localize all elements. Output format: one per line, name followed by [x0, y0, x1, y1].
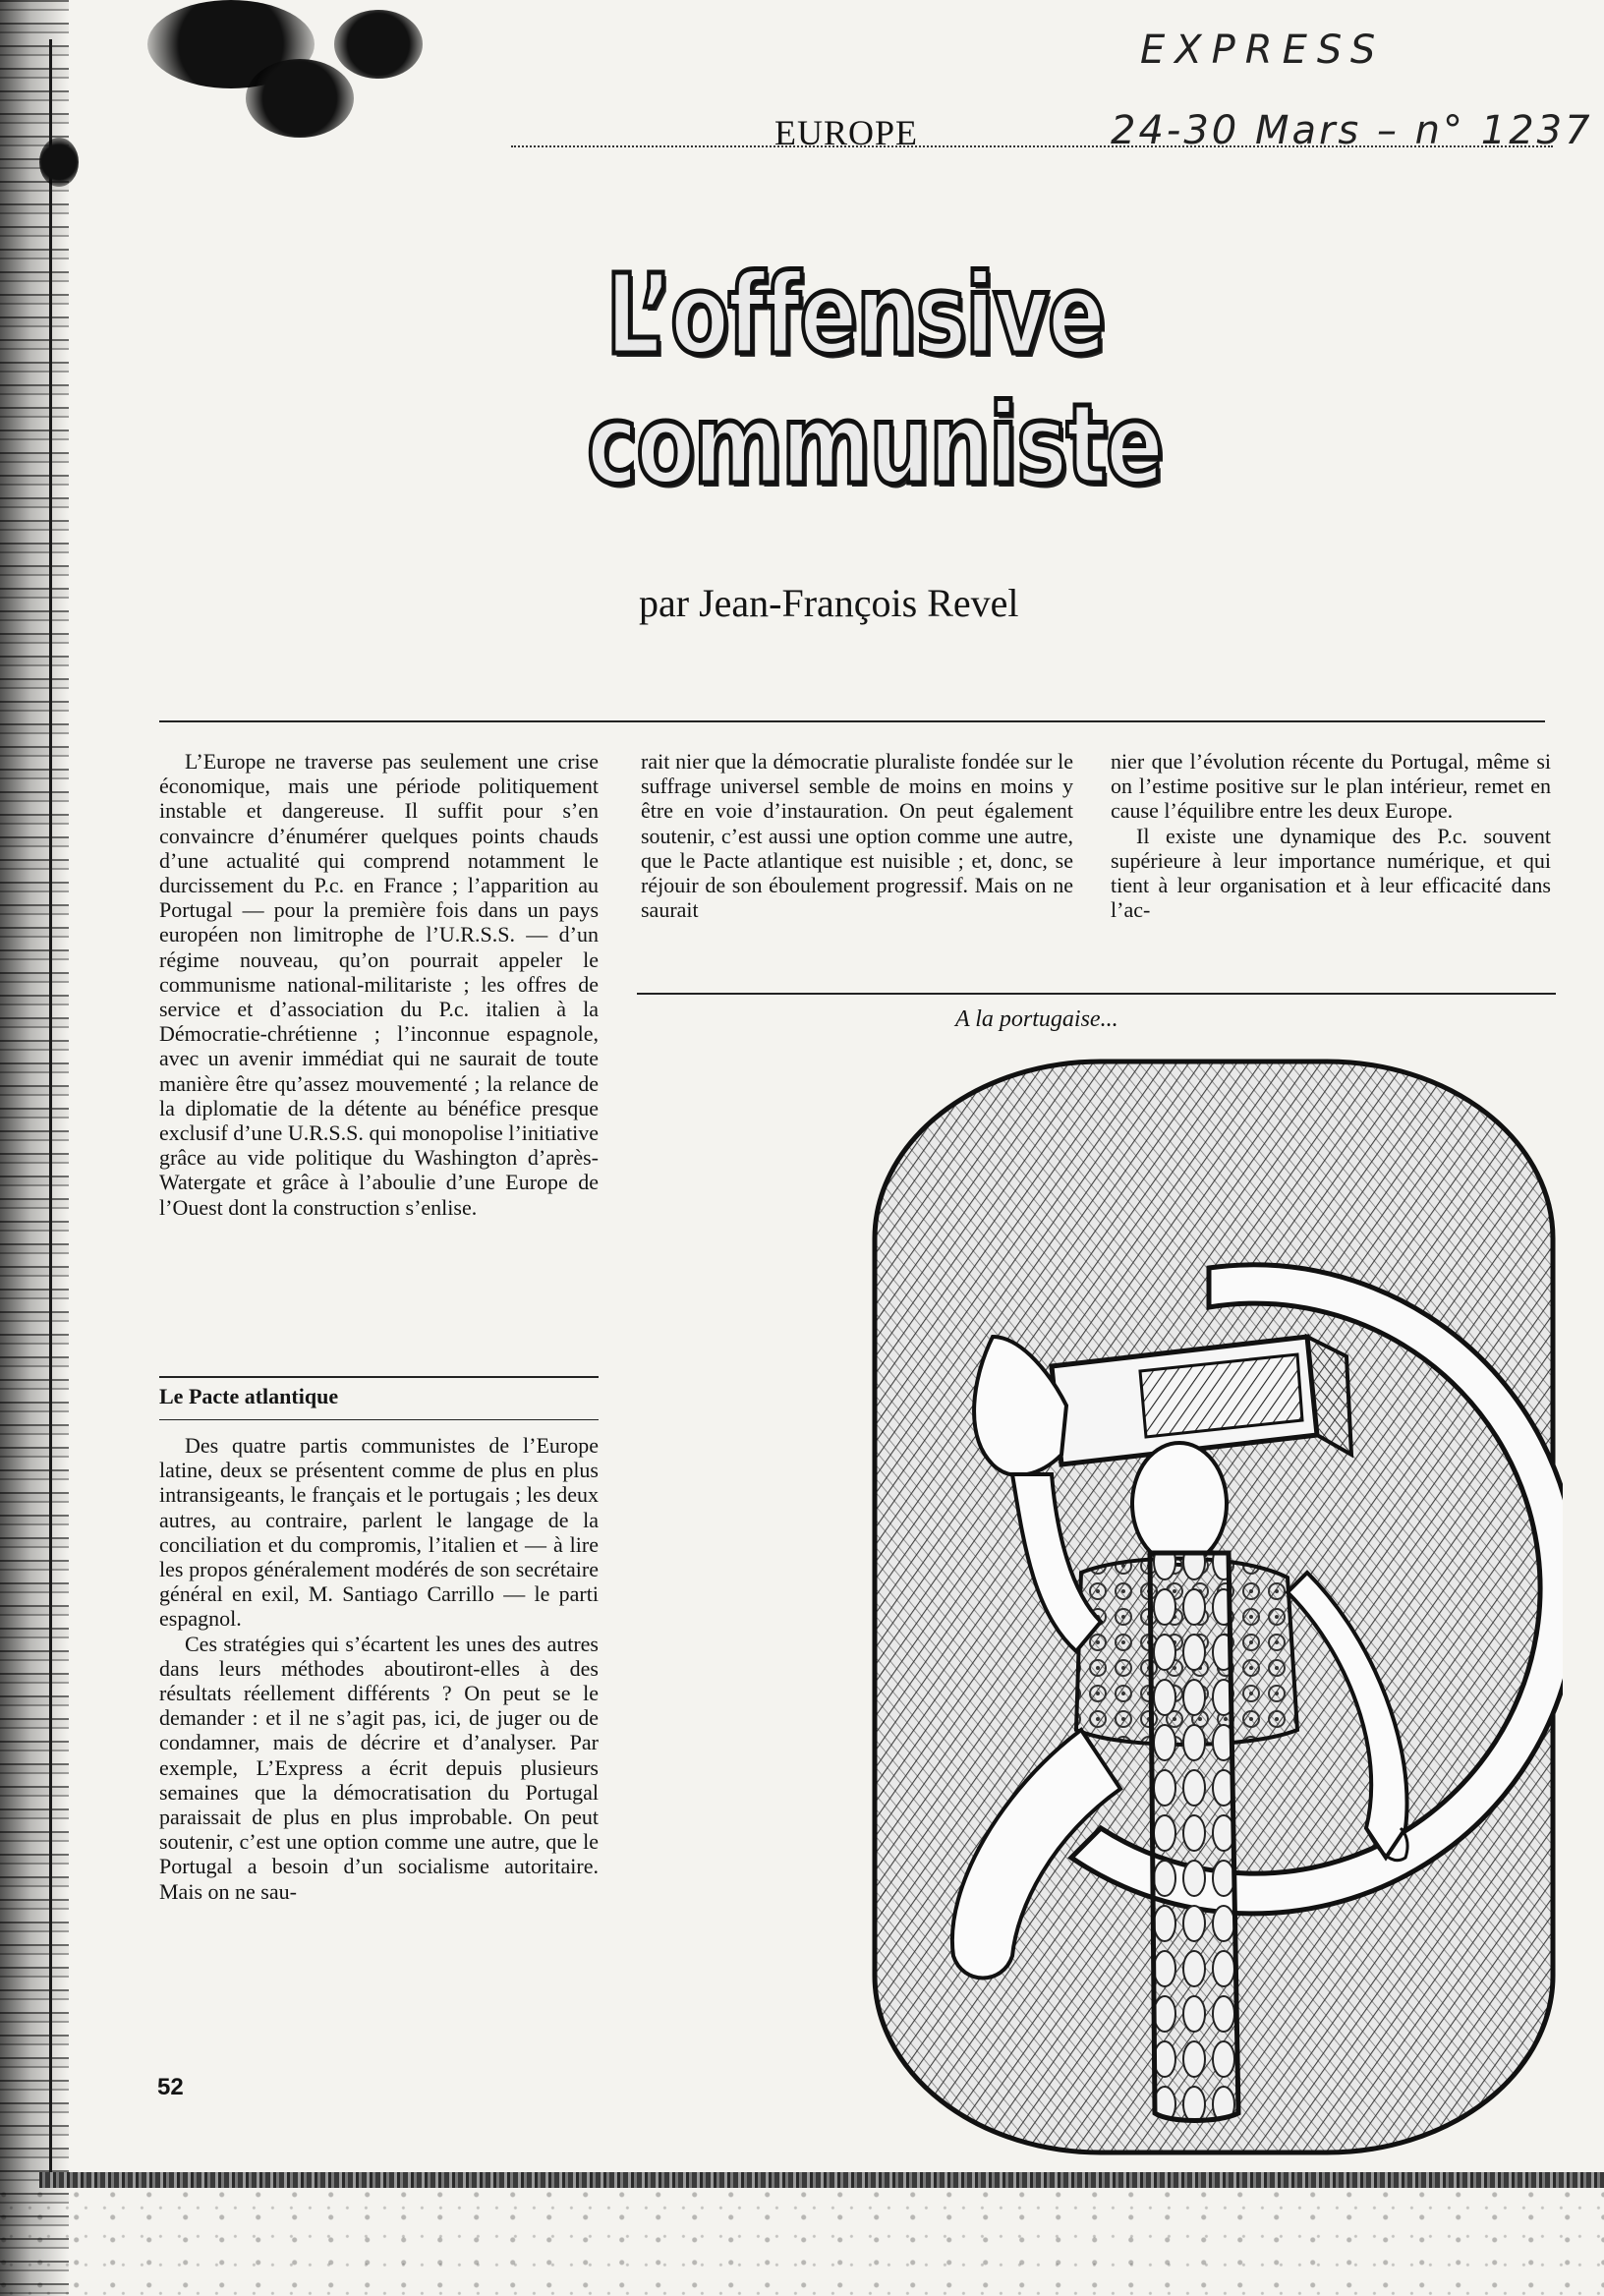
subheading: Le Pacte atlantique: [159, 1384, 339, 1408]
title-line-1: L’offensive: [605, 252, 1105, 379]
paragraph: nier que l’évolution récente du Portugal, même si on l’estime positive sur le plan intérieur, remet en cause l’équilibre entre les deux Europe.: [1111, 749, 1551, 824]
header-rule: [159, 720, 1545, 722]
handwritten-issue-date: 24-30 Mars – n° 1237: [1111, 108, 1593, 153]
column-1-continued: [159, 1433, 599, 1904]
binding-line: [49, 39, 52, 2172]
hammer-handle: [1150, 1553, 1238, 2121]
ink-blot: [39, 138, 79, 187]
article-title: [587, 251, 1163, 510]
illustration-caption: A la portugaise...: [955, 1006, 1118, 1032]
byline: par Jean-François Revel: [639, 581, 1019, 625]
handwritten-publication: EXPRESS: [1140, 28, 1386, 73]
rubric-rule: [511, 145, 1553, 147]
illustration-top-rule: [637, 993, 1556, 995]
scan-speckle: [0, 2188, 1604, 2296]
subhead-rule: [159, 1376, 599, 1378]
column-3: [1111, 749, 1551, 922]
scan-left-edge: [0, 0, 69, 2296]
paragraph: Ces stratégies qui s’écartent les unes des autres dans leurs méthodes aboutiront-elles à des résultats réellement différents ? On peut se le demander : et il ne s’agit pas, ici, de juger ou de condamner, mais de décrire et d’analyser. Par exemple, L’Express a écrit depuis plusieurs semaines que la démocratisation du Portugal paraissait de plus en plus improbable. On peut soutenir, c’est une option comme une autre, que le Portugal a besoin d’un socialisme autoritaire. Mais on ne sau-: [159, 1631, 599, 1904]
scan-bottom-edge: [39, 2172, 1604, 2188]
figure-head: [1132, 1443, 1227, 1565]
column-2: [641, 749, 1073, 922]
paragraph: Il existe une dynamique des P.c. souvent supérieure à leur importance numérique, et qui tient à leur organisation et à leur efficacité dans l’ac-: [1111, 823, 1551, 923]
title-line-2: communiste: [587, 381, 1163, 509]
paragraph: Des quatre partis communistes de l’Europe latine, deux se présentent comme de plus en plus intransigeants, le français et le portugais ; les deux autres, au contraire, parlent le langage de la conciliation et du compromis, l’italien et — à lire les propos généralement modérés de son secrétaire général en exil, M. Santiago Carrillo — le parti espagnol.: [159, 1433, 599, 1632]
paragraph: rait nier que la démocratie pluraliste fondée sur le suffrage universel semble de moins en moins y être en voie d’instauration. On peut également soutenir, c’est aussi une option comme une autre, que le Pacte atlantique est nuisible ; et, donc, se réjouir de son éboulement progressif. Mais on ne saurait: [641, 749, 1073, 923]
column-1-intro: [159, 749, 599, 1220]
section-rubric: EUROPE: [774, 113, 919, 152]
page-number: 52: [157, 2074, 184, 2100]
subhead-rule: [159, 1419, 599, 1420]
hammer-sickle-illustration: [855, 1042, 1563, 2172]
ink-blot: [334, 10, 423, 79]
paragraph: L’Europe ne traverse pas seulement une crise économique, mais une période politiquement instable et dangereuse. Il suffit pour s’en convaincre d’énumérer quelques points chauds d’une actualité qui comprend notamment le durcissement du P.c. en France ; l’apparition au Portugal — pour la première fois dans un pays européen non limitrophe de l’U.R.S.S. — d’un régime nouveau, qu’on pourrait appeler le communisme national-militariste ; les offres de service et d’association du P.c. italien à la Démocratie-chrétienne ; l’inconnue espagnole, avec un avenir immédiat qui ne saurait de toute manière être qu’assez mouvementé ; la relance de la diplomatie de la détente au bénéfice presque exclusif d’une U.R.S.S. qui monopolise l’initiative grâce au vide politique du Washington d’après-Watergate et grâce à l’aboulie d’une Europe de l’Ouest dont la construction s’enlise.: [159, 749, 599, 1220]
ink-blot: [246, 59, 354, 138]
